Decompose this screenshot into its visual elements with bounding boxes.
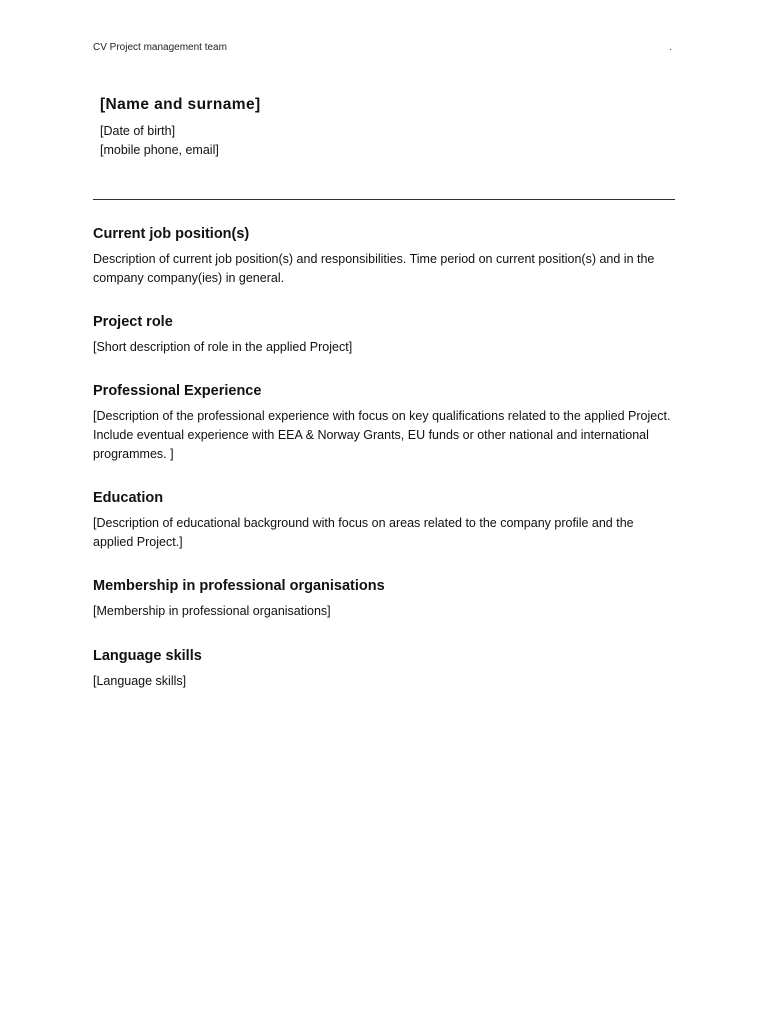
section-title: Membership in professional organisations bbox=[93, 578, 385, 594]
cv-sections bbox=[93, 224, 675, 691]
horizontal-divider bbox=[93, 199, 675, 200]
header-title: CV Project management team bbox=[93, 42, 227, 53]
section-body: [Short description of role in the applied Project] bbox=[93, 340, 353, 354]
identity-block bbox=[100, 96, 660, 160]
section-body: [Description of the professional experience with focus on key qualifications related to the applied Project. Include eventual experience with EEA & Norway Grants, EU funds or other national and international programmes. ] bbox=[93, 409, 671, 461]
section-title: Language skills bbox=[93, 648, 202, 664]
section-title: Education bbox=[93, 490, 164, 506]
section-title: Project role bbox=[93, 314, 173, 330]
section-project-role bbox=[93, 312, 675, 357]
date-of-birth-field: [Date of birth] bbox=[100, 124, 176, 138]
section-title: Professional Experience bbox=[93, 383, 262, 399]
section-language-skills bbox=[93, 646, 675, 691]
section-body: Description of current job position(s) and responsibilities. Time period on current position(s) and in the company company(ies) in general. bbox=[93, 252, 655, 285]
section-current-job bbox=[93, 224, 675, 288]
page-header bbox=[93, 42, 672, 58]
section-body: [Description of educational background with focus on areas related to the company profile and the applied Project.] bbox=[93, 516, 634, 549]
section-education bbox=[93, 488, 675, 552]
section-body: [Language skills] bbox=[93, 674, 187, 688]
section-membership bbox=[93, 576, 675, 621]
header-mark: . bbox=[669, 42, 672, 53]
section-title: Current job position(s) bbox=[93, 226, 250, 242]
contact-field: [mobile phone, email] bbox=[100, 143, 219, 157]
section-body: [Membership in professional organisations] bbox=[93, 604, 331, 618]
name-field: [Name and surname] bbox=[100, 96, 261, 113]
section-professional-experience bbox=[93, 381, 675, 464]
